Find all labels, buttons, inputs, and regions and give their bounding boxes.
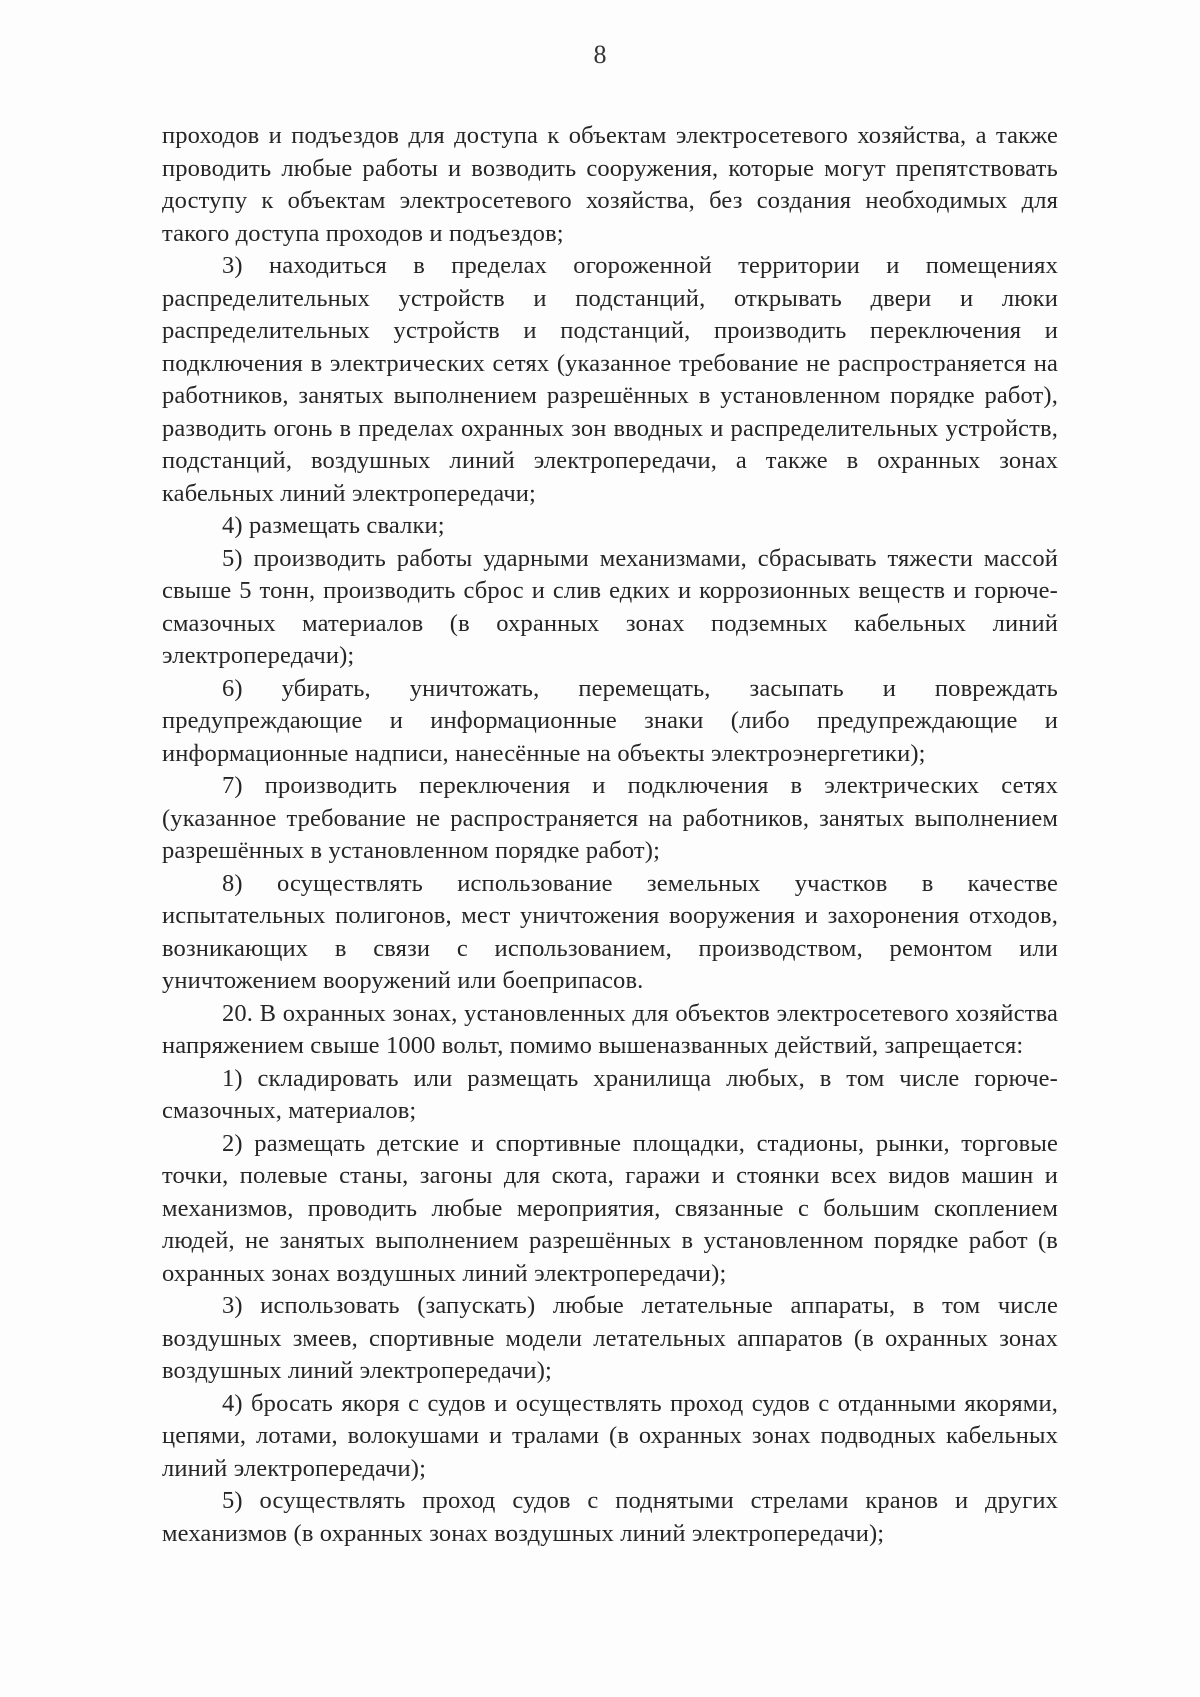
- list-item-7: 7) производить переключения и подключения в электрических сетях (указанное требование не распространяется на работников, занятых выполнением разрешённых в установленном порядке работ);: [162, 772, 1058, 864]
- clause-20-item-2: 2) размещать детские и спортивные площадки, стадионы, рынки, торговые точки, полевые станы, загоны для скота, гаражи и стоянки всех видов машин и механизмов, проводить любые мероприятия, связанные с большим скоплением людей, не занятых выполнением разрешённых в установленном порядке работ (в охранных зонах воздушных линий электропередачи);: [162, 1129, 1058, 1287]
- document-body: [162, 120, 1058, 1550]
- clause-20-item-3: 3) использовать (запускать) любые летательные аппараты, в том числе воздушных змеев, спортивные модели летательных аппаратов (в охранных зонах воздушных линий электропередачи);: [162, 1292, 1058, 1384]
- page-number: 8: [593, 40, 607, 69]
- list-item-6: 6) убирать, уничтожать, перемещать, засыпать и повреждать предупреждающие и информационные знаки (либо предупреждающие и информационные надписи, нанесённые на объекты электроэнергетики);: [162, 674, 1058, 767]
- clause-20-item-1: 1) складировать или размещать хранилища любых, в том числе горюче-смазочных, материалов;: [162, 1064, 1058, 1124]
- clause-20-item-4: 4) бросать якоря с судов и осуществлять проход судов с отданными якорями, цепями, лотами, волокушами и тралами (в охранных зонах подводных кабельных линий электропередачи);: [162, 1389, 1058, 1482]
- list-item-4: 4) размещать свалки;: [222, 512, 445, 539]
- clause-20: 20. В охранных зонах, установленных для объектов электросетевого хозяйства напряжением свыше 1000 вольт, помимо вышеназванных действий, запрещается:: [162, 999, 1058, 1059]
- clause-20-item-5: 5) осуществлять проход судов с поднятыми стрелами кранов и других механизмов (в охранных зонах воздушных линий электропередачи);: [162, 1487, 1058, 1547]
- list-item-5: 5) производить работы ударными механизмами, сбрасывать тяжести массой свыше 5 тонн, производить сброс и слив едких и коррозионных веществ и горюче-смазочных материалов (в охранных зонах подземных кабельных линий электропередачи);: [162, 544, 1058, 669]
- list-item-3: 3) находиться в пределах огороженной территории и помещениях распределительных устройств и подстанций, открывать двери и люки распределительных устройств и подстанций, производить переключения и подключения в электрических сетях (указанное требование не распространяется на работников, занятых выполнением разрешённых в установленном порядке работ), разводить огонь в пределах охранных зон вводных и распределительных устройств, подстанций, воздушных линий электропередачи, а также в охранных зонах кабельных линий электропередачи;: [162, 252, 1058, 507]
- list-item-8: 8) осуществлять использование земельных участков в качестве испытательных полигонов, мест уничтожения вооружения и захоронения отходов, возникающих в связи с использованием, производством, ремонтом или уничтожением вооружений или боеприпасов.: [162, 869, 1058, 994]
- paragraph-continuation: проходов и подъездов для доступа к объектам электросетевого хозяйства, а также проводить любые работы и возводить сооружения, которые могут препятствовать доступу к объектам электросетевого хозяйства, без создания необходимых для такого доступа проходов и подъездов;: [162, 122, 1058, 247]
